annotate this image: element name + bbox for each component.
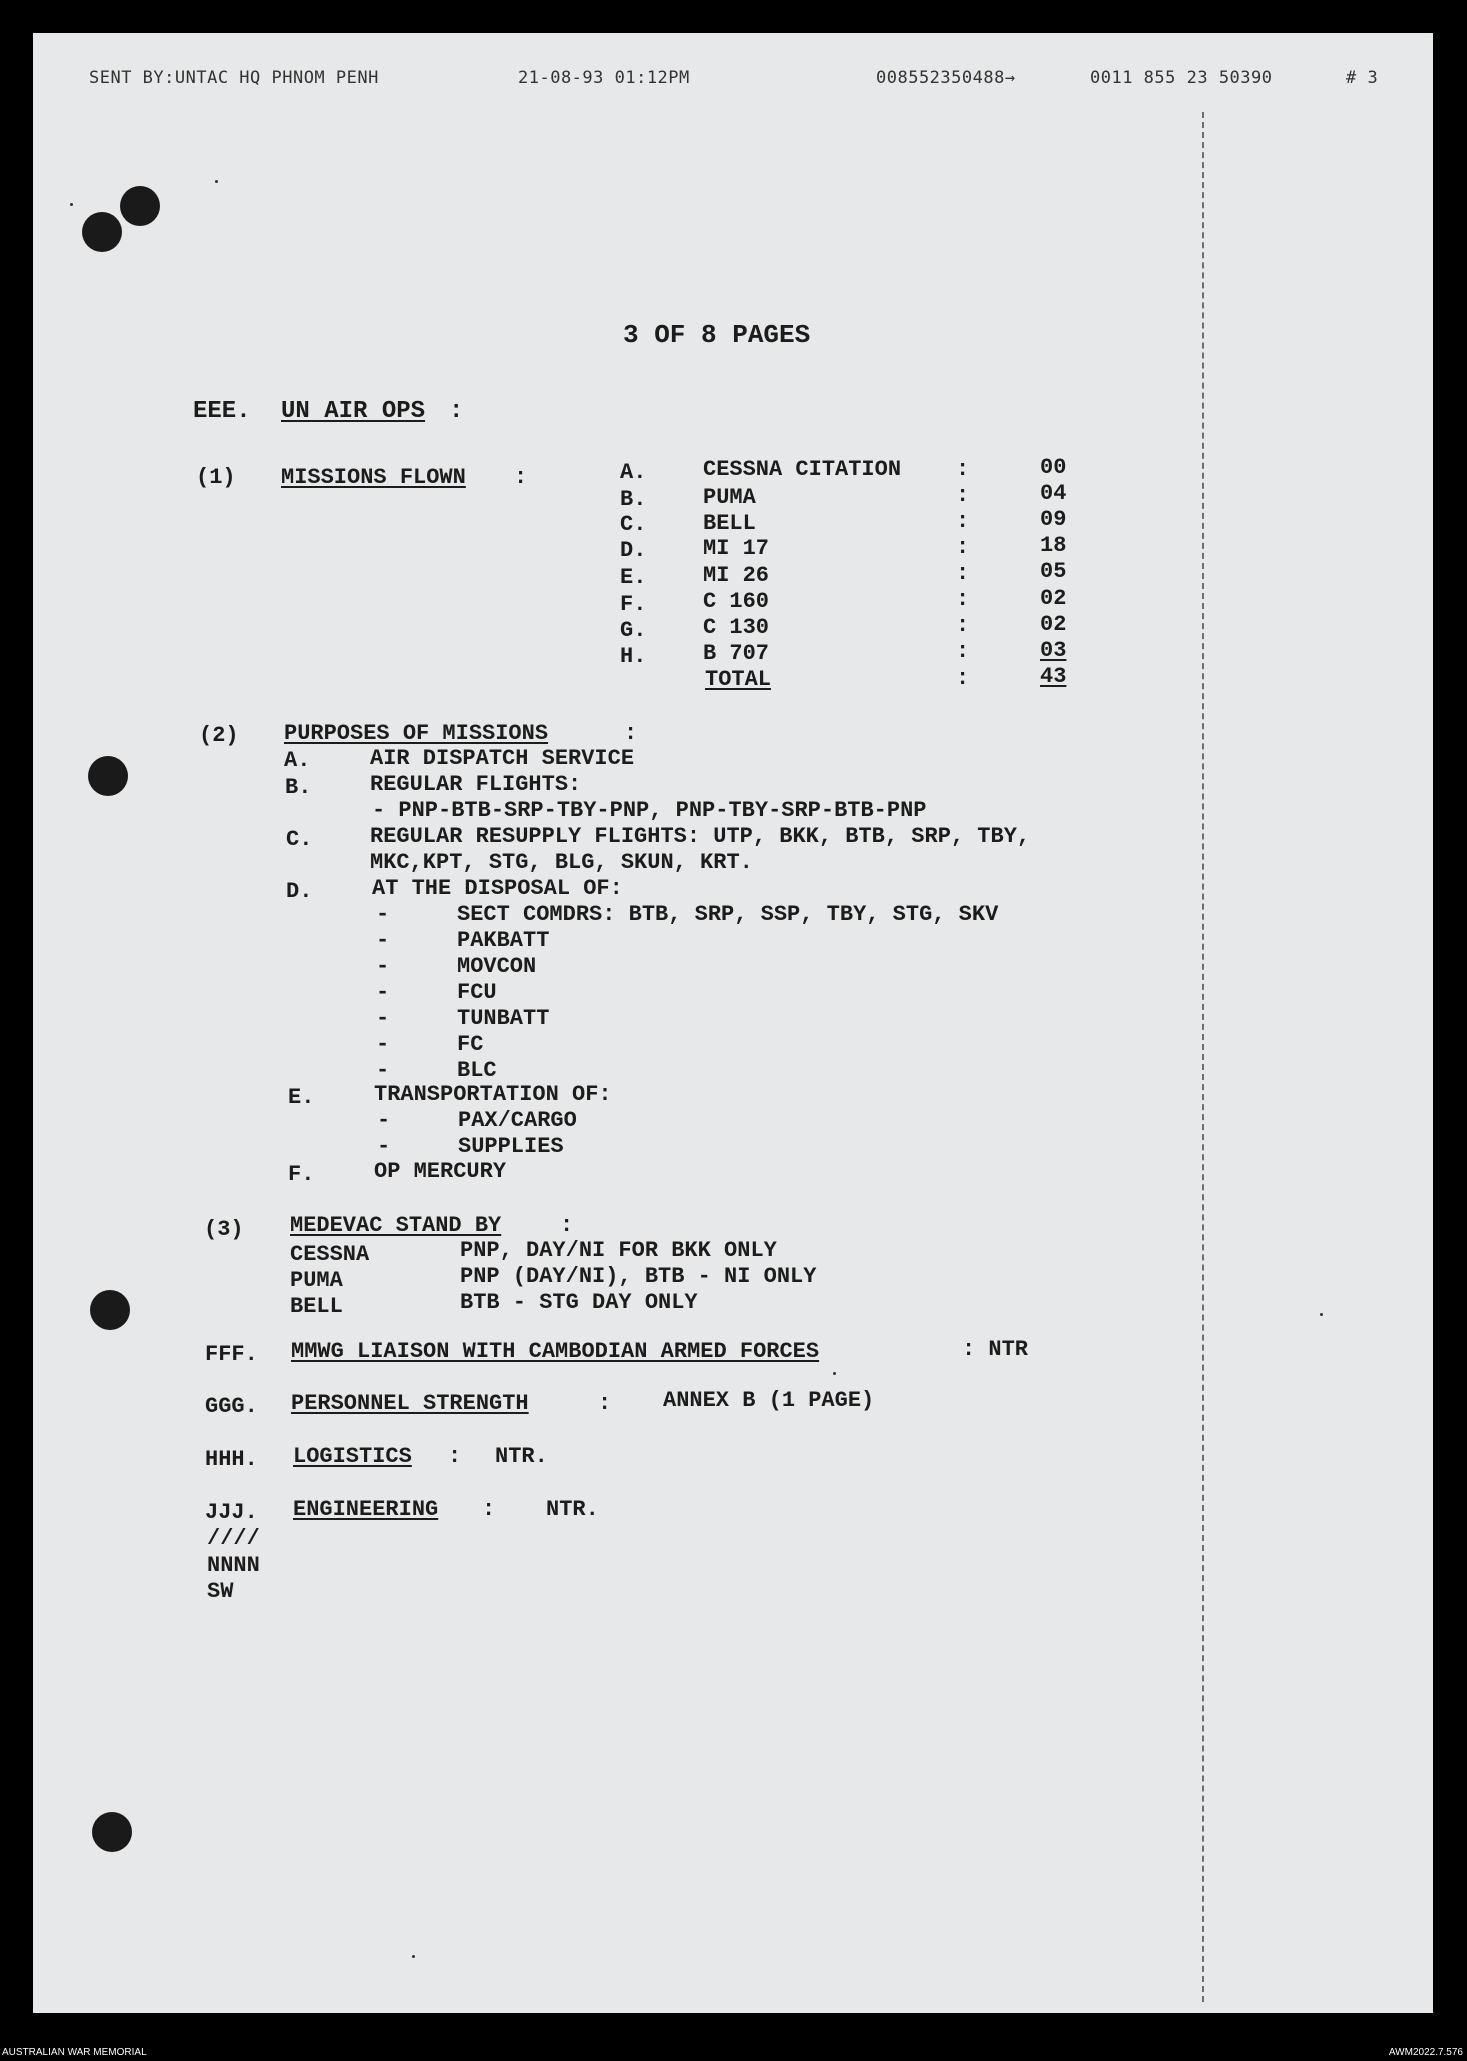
fold-line (1202, 112, 1204, 2002)
disposal-item: FCU (457, 980, 497, 1005)
purpose-text: MKC,KPT, STG, BLG, SKUN, KRT. (370, 850, 753, 875)
section-value: ANNEX B (1 PAGE) (663, 1388, 875, 1413)
dash: - (377, 1108, 391, 1133)
flight-route: - PNP-BTB-SRP-TBY-PNP, PNP-TBY-SRP-BTB-PNP (372, 798, 927, 823)
mission-count: 18 (1040, 533, 1067, 558)
total-count: 43 (1040, 664, 1067, 689)
mission-count: 09 (1040, 507, 1067, 532)
medevac-aircraft: BELL (290, 1294, 343, 1319)
purposes-colon: : (624, 721, 638, 746)
aircraft-name: C 160 (703, 589, 770, 614)
list-letter: F. (288, 1162, 315, 1187)
speck (412, 1955, 415, 1958)
disposal-item: PAKBATT (457, 928, 550, 953)
section-title: MMWG LIAISON WITH CAMBODIAN ARMED FORCES (291, 1339, 820, 1364)
punch-hole (88, 756, 128, 796)
archive-credit: AUSTRALIAN WAR MEMORIAL (2, 2047, 147, 2058)
section-value: NTR. (495, 1444, 548, 1469)
fax-to-number: 0011 855 23 50390 (1090, 68, 1273, 88)
row-separator: : (956, 587, 970, 612)
transport-item: SUPPLIES (458, 1134, 564, 1159)
section-prefix: EEE. (193, 398, 251, 425)
medevac-colon: : (560, 1213, 574, 1238)
end-marker: NNNN (207, 1553, 260, 1578)
speck (70, 203, 73, 206)
dash: - (376, 980, 390, 1005)
aircraft-name: CESSNA CITATION (703, 457, 902, 482)
row-separator: : (956, 613, 970, 638)
row-separator: : (956, 666, 970, 691)
dash: - (376, 1032, 390, 1057)
row-separator: : (956, 639, 970, 664)
purpose-text: REGULAR FLIGHTS: (370, 772, 582, 797)
list-letter: A. (284, 748, 311, 773)
purposes-title: PURPOSES OF MISSIONS (284, 721, 549, 746)
speck (833, 1372, 836, 1375)
section-colon: : (448, 1444, 462, 1469)
fax-sender: SENT BY:UNTAC HQ PHNOM PENH (89, 68, 379, 88)
punch-hole (90, 1290, 130, 1330)
row-letter: C. (620, 512, 647, 537)
fax-datetime: 21-08-93 01:12PM (518, 68, 690, 88)
section-prefix: GGG. (205, 1394, 258, 1419)
fax-page-number: # 3 (1346, 68, 1379, 88)
medevac-detail: PNP (DAY/NI), BTB - NI ONLY (460, 1264, 817, 1289)
end-marker: //// (207, 1526, 260, 1551)
mission-count: 00 (1040, 455, 1067, 480)
medevac-title: MEDEVAC STAND BY (290, 1213, 502, 1238)
aircraft-name: MI 26 (703, 563, 770, 588)
row-separator: : (956, 457, 970, 482)
medevac-aircraft: PUMA (290, 1268, 343, 1293)
purpose-text: AT THE DISPOSAL OF: (372, 876, 623, 901)
transport-item: PAX/CARGO (458, 1108, 577, 1133)
dash: - (376, 928, 390, 953)
punch-hole (82, 212, 122, 252)
sender-initials: SW (207, 1579, 234, 1604)
item-number: (3) (204, 1217, 244, 1242)
row-letter: H. (620, 644, 647, 669)
missions-flown-colon: : (514, 465, 528, 490)
disposal-item: BLC (457, 1058, 497, 1083)
list-letter: C. (286, 827, 313, 852)
dash: - (376, 902, 390, 927)
speck (215, 180, 218, 183)
row-separator: : (956, 509, 970, 534)
mission-count: 02 (1040, 586, 1067, 611)
section-title: PERSONNEL STRENGTH (291, 1391, 529, 1416)
section-prefix: JJJ. (205, 1500, 258, 1525)
list-letter: D. (286, 879, 313, 904)
purpose-text: TRANSPORTATION OF: (374, 1082, 612, 1107)
list-letter: B. (285, 775, 312, 800)
aircraft-name: MI 17 (703, 536, 770, 561)
archive-reference: AWM2022.7.576 (1388, 2047, 1463, 2058)
mission-count: 03 (1040, 638, 1067, 663)
page-title: 3 OF 8 PAGES (623, 320, 811, 350)
punch-hole (92, 1812, 132, 1852)
row-letter: A. (620, 460, 647, 485)
medevac-detail: BTB - STG DAY ONLY (460, 1290, 698, 1315)
aircraft-name: B 707 (703, 641, 770, 666)
mission-count: 02 (1040, 612, 1067, 637)
row-letter: B. (620, 487, 647, 512)
item-number: (2) (199, 723, 239, 748)
medevac-aircraft: CESSNA (290, 1242, 370, 1267)
aircraft-name: BELL (703, 511, 756, 536)
disposal-item: MOVCON (457, 954, 537, 979)
section-colon: : (482, 1497, 496, 1522)
speck (1320, 1313, 1323, 1316)
aircraft-name: C 130 (703, 615, 770, 640)
section-value: NTR. (546, 1497, 599, 1522)
disposal-item: TUNBATT (457, 1006, 550, 1031)
row-separator: : (956, 483, 970, 508)
section-title: LOGISTICS (293, 1444, 412, 1469)
mission-count: 05 (1040, 559, 1067, 584)
mission-count: 04 (1040, 481, 1067, 506)
purpose-text: AIR DISPATCH SERVICE (370, 746, 635, 771)
row-letter: E. (620, 565, 647, 590)
section-prefix: HHH. (205, 1447, 258, 1472)
dash: - (376, 1058, 390, 1083)
dash: - (376, 954, 390, 979)
list-letter: E. (288, 1085, 315, 1110)
purpose-text: OP MERCURY (374, 1159, 507, 1184)
medevac-detail: PNP, DAY/NI FOR BKK ONLY (460, 1238, 777, 1263)
disposal-item: SECT COMDRS: BTB, SRP, SSP, TBY, STG, SKV (457, 902, 999, 927)
row-letter: F. (620, 592, 647, 617)
row-letter: D. (620, 538, 647, 563)
row-letter: G. (620, 618, 647, 643)
purpose-text: REGULAR RESUPPLY FLIGHTS: UTP, BKK, BTB, SRP, TBY, (370, 824, 1031, 849)
section-value: : NTR (962, 1337, 1029, 1362)
missions-flown-title: MISSIONS FLOWN (281, 465, 466, 490)
section-colon: : (598, 1391, 612, 1416)
punch-hole (120, 186, 160, 226)
section-title: UN AIR OPS (281, 398, 426, 425)
section-title: ENGINEERING (293, 1497, 439, 1522)
dash: - (377, 1134, 391, 1159)
total-label: TOTAL (705, 667, 772, 692)
disposal-item: FC (457, 1032, 484, 1057)
fax-from-number: 008552350488→ (876, 68, 1016, 88)
dash: - (376, 1006, 390, 1031)
aircraft-name: PUMA (703, 485, 756, 510)
item-number: (1) (196, 465, 236, 490)
section-colon: : (449, 398, 464, 425)
section-prefix: FFF. (205, 1342, 258, 1367)
row-separator: : (956, 561, 970, 586)
row-separator: : (956, 535, 970, 560)
